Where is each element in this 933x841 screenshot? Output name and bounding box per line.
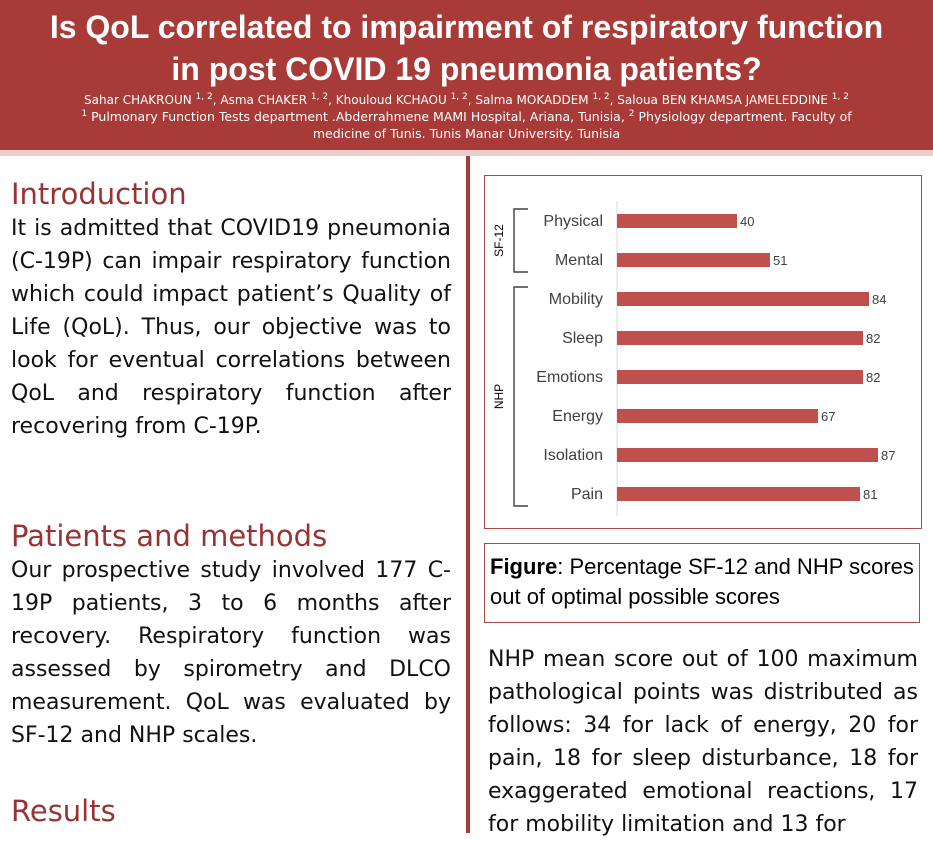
methods-heading: Patients and methods <box>11 519 328 553</box>
results-section <box>11 793 451 829</box>
introduction-heading: Introduction <box>11 177 187 211</box>
data-label: 82 <box>866 331 881 346</box>
data-label: 51 <box>773 253 788 268</box>
chart-svg <box>485 176 921 528</box>
group-label: SF-12 <box>492 224 506 257</box>
author-name: Saloua BEN KHAMSA JAMELEDDINE <box>617 93 828 107</box>
results-heading: Results <box>11 794 116 828</box>
poster-header <box>0 0 933 150</box>
affil-text: Physiology department. Faculty of <box>638 109 852 124</box>
category-label: Mental <box>554 252 603 269</box>
category-label: Energy <box>552 408 603 425</box>
data-label: 82 <box>866 370 881 385</box>
figure-caption <box>484 543 920 623</box>
author-name: Asma CHAKER <box>220 93 308 107</box>
poster-title <box>0 6 933 90</box>
title-line-2: in post COVID 19 pneumonia patients? <box>171 51 762 87</box>
author-affil: 1, 2 <box>831 92 849 102</box>
author-affil: 1, 2 <box>592 92 610 102</box>
category-label: Pain <box>570 486 603 503</box>
methods-section <box>11 518 451 752</box>
affil-number: 2 <box>628 108 635 119</box>
category-label: Emotions <box>536 369 603 386</box>
category-label: Physical <box>543 213 603 230</box>
author-name: Sahar CHAKROUN <box>84 93 192 107</box>
column-divider <box>466 156 470 833</box>
data-label: 81 <box>863 487 878 502</box>
introduction-section <box>11 176 451 443</box>
category-label: Isolation <box>543 447 603 464</box>
bar <box>617 331 863 345</box>
caption-bold: Figure <box>490 554 558 579</box>
affil-text: medicine of Tunis. Tunis Manar University. Tunisia <box>312 126 621 141</box>
caption-text: : Percentage SF-12 and NHP scores out of optimal possible scores <box>490 554 914 609</box>
affil-number: 1 <box>81 108 88 119</box>
methods-text: Our prospective study involved 177 C-19P patients, 3 to 6 months after recovery. Respiratory function was assessed by spirometry and DLCO measurement. QoL was evaluated by SF-12 and NHP scales. <box>11 558 451 748</box>
author-affil: 1, 2 <box>195 92 213 102</box>
data-label: 40 <box>740 214 755 229</box>
author-affil: 1, 2 <box>450 92 468 102</box>
data-label: 84 <box>872 292 887 307</box>
author-name: Khouloud KCHAOU <box>335 93 447 107</box>
affiliations <box>0 108 933 142</box>
group-bracket <box>514 287 528 506</box>
category-label: Mobility <box>548 291 603 308</box>
group-label: NHP <box>492 383 506 410</box>
author-name: Salma MOKADDEM <box>475 93 589 107</box>
authors-line: Sahar CHAKROUN $^{1, 2}$, Asma CHAKER $^{1, 2}$, Khouloud KCHAOU $^{1, 2}$, Salma MOKADDEM $^{1, 2}$, Saloua BEN KHAMSA JAMELEDDINE $^{1, 2}$ <box>84 92 849 107</box>
title-line-1: Is QoL correlated to impairment of respiratory function <box>49 9 884 45</box>
nhp-text: NHP mean score out of 100 maximum pathological points was distributed as follows: 34 for lack of energy, 20 for pain, 18 for sleep disturbance, 18 for exaggerated emotional reactions, 17 for mobility limitation and 13 for <box>488 647 918 837</box>
introduction-text: It is admitted that COVID19 pneumonia (C-19P) can impair respiratory function which could impact patient’s Quality of Life (QoL). Thus, our objective was to look for eventual correlations between QoL and respiratory function after recovering from C-19P. <box>11 216 451 439</box>
data-label: 67 <box>821 409 836 424</box>
bar <box>617 370 863 384</box>
group-bracket <box>514 209 528 272</box>
bar <box>617 487 860 501</box>
affil-text: Pulmonary Function Tests department .Abderrahmene MAMI Hospital, Ariana, Tunisia, <box>91 109 625 124</box>
data-label: 87 <box>881 448 896 463</box>
category-label: Sleep <box>562 330 603 347</box>
bar-chart <box>484 175 922 529</box>
bar <box>617 292 869 306</box>
author-affil: 1, 2 <box>310 92 329 102</box>
bar <box>617 448 878 462</box>
bar <box>617 214 737 228</box>
bar <box>617 409 818 423</box>
bar <box>617 253 770 267</box>
